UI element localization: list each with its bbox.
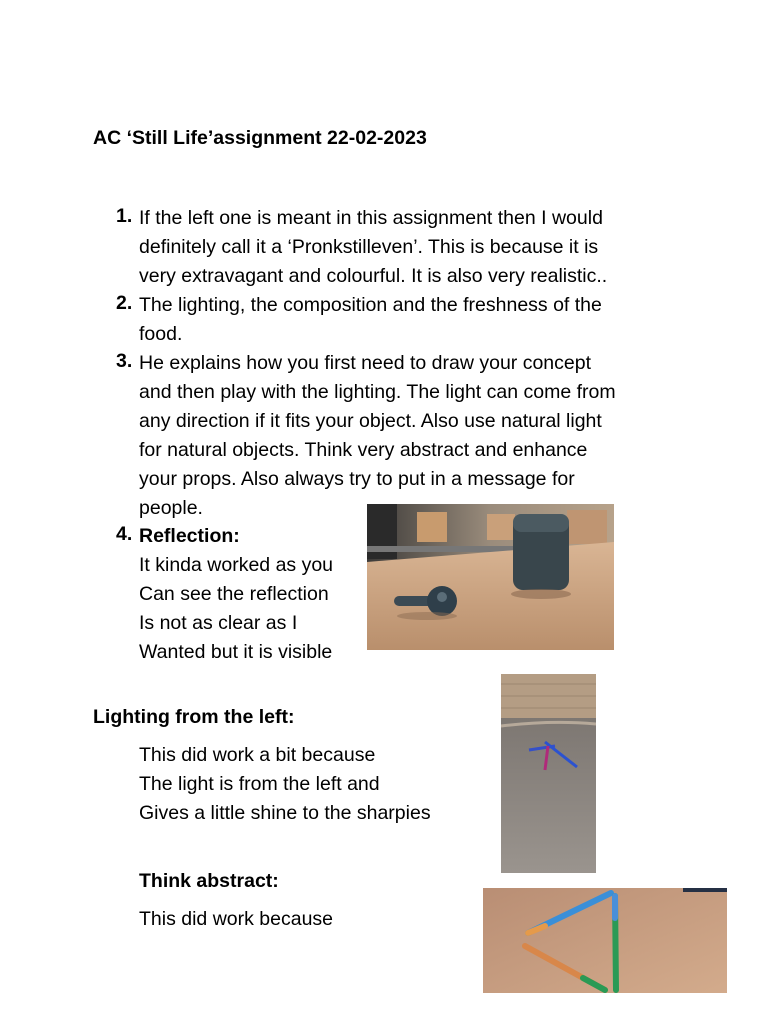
list-line: and then play with the lighting. The light can come from [139,381,616,403]
list-line: It kinda worked as you [139,554,334,576]
list-line: Can see the reflection [139,583,329,605]
lighting-line: The light is from the left and [139,773,380,795]
list-line: for natural objects. Think very abstract and enhance [139,439,588,461]
list-line: very extravagant and colourful. It is also very realistic.. [139,265,608,287]
list-line: He explains how you first need to draw your concept [139,352,591,374]
list-line: definitely call it a ‘Pronkstilleven’. This is because it is [139,236,599,258]
list-line: If the left one is meant in this assignment then I would [139,207,603,229]
lighting-line: Gives a little shine to the sharpies [139,802,431,824]
lighting-text [139,741,431,828]
list-number: 2. [116,292,133,314]
lighting-photo [501,674,596,873]
earbuds-case-photo-graphic [367,504,614,650]
lighting-line: This did work a bit because [139,744,376,766]
list-line: The lighting, the composition and the freshness of the [139,294,602,316]
list-line: any direction if it fits your object. Also use natural light [139,410,602,432]
markers-triangle-photo-graphic [483,888,727,993]
abstract-heading: Think abstract: [139,870,279,892]
document-title: AC ‘Still Life’assignment 22-02-2023 [93,127,427,149]
list-number: 3. [116,350,133,372]
reflection-heading: Reflection: [139,525,240,547]
list-line: food. [139,323,183,345]
list-number: 1. [116,205,133,227]
list-number: 4. [116,523,133,545]
reflection-photo [367,504,614,650]
abstract-photo [483,888,727,993]
lighting-heading: Lighting from the left: [93,706,295,728]
list-line: people. [139,497,203,519]
list-line: Wanted but it is visible [139,641,333,663]
sharpies-photo-graphic [501,674,596,873]
list-line: your props. Also always try to put in a message for [139,468,575,490]
abstract-text: This did work because [139,908,334,930]
list-line: Is not as clear as I [139,612,298,634]
